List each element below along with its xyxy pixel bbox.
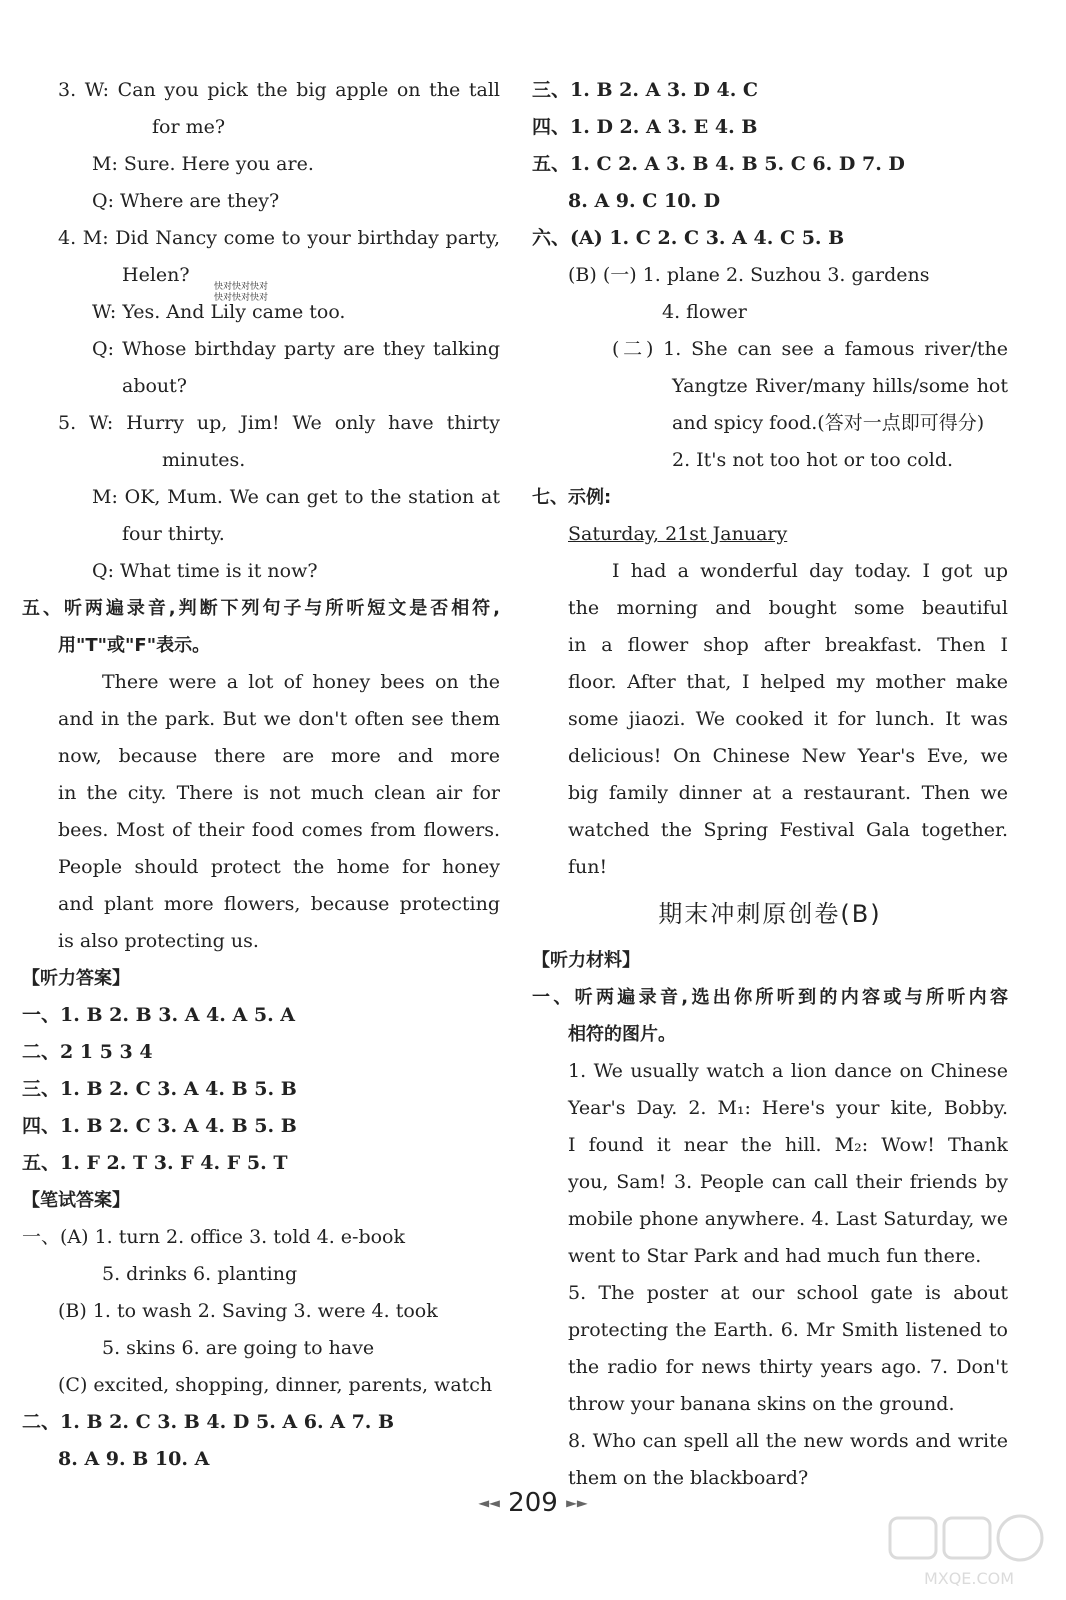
section-heading: 五、听两遍录音,判断下列句子与所听短文是否相符,: [22, 598, 500, 619]
answer-line: Yangtze River/many hills/some hot: [672, 375, 1008, 397]
listening-line: Year's Day. 2. M₁: Here's your kite, Bobby.: [568, 1097, 1008, 1119]
answer-line: 三、1. B 2. A 3. D 4. C: [532, 79, 759, 101]
answer-line: 8. A 9. C 10. D: [568, 190, 721, 212]
answer-line: 4. flower: [662, 301, 747, 323]
text-line: four thirty.: [122, 523, 225, 545]
answer-line: and spicy food.(答对一点即可得分): [672, 412, 985, 434]
diary-date: Saturday, 21st January: [568, 523, 788, 545]
essay-line: watched the Spring Festival Gala together.: [568, 819, 1008, 841]
text-line: There were a lot of honey bees on the: [102, 671, 500, 693]
answer-line: 二、1. B 2. C 3. B 4. D 5. A 6. A 7. B: [22, 1411, 395, 1433]
answer-line: 五、1. C 2. A 3. B 4. B 5. C 6. D 7. D: [532, 153, 905, 175]
listening-line: protecting the Earth. 6. Mr Smith listened to: [568, 1319, 1008, 1341]
answer-line: 一、(A) 1. turn 2. office 3. told 4. e-book: [22, 1226, 405, 1248]
left-column: [22, 72, 500, 1478]
listening-line: went to Star Park and had much fun there.: [568, 1245, 982, 1267]
listening-line: 8. Who can spell all the new words and write: [568, 1430, 1008, 1452]
text-line: 4. M: Did Nancy come to your birthday party,: [58, 227, 500, 249]
answer-line: 二、2 1 5 3 4: [22, 1041, 153, 1063]
section-heading: 一、听两遍录音,选出你所听到的内容或与所听内容: [532, 987, 1008, 1008]
text-line: now, because there are more and more: [58, 745, 500, 767]
text-line: 3. W: Can you pick the big apple on the tall: [58, 79, 500, 101]
overlay-stamp: [214, 282, 268, 304]
essay-line: some jiaozi. We cooked it for lunch. It was: [568, 708, 1008, 730]
text-line: for me?: [152, 116, 226, 138]
text-line: Q: What time is it now?: [92, 560, 318, 582]
listening-line: mobile phone anywhere. 4. Last Saturday, we: [568, 1208, 1008, 1230]
section-heading: 七、示例:: [532, 487, 612, 508]
answer-line: 四、1. D 2. A 3. E 4. B: [532, 116, 758, 138]
answer-line: 8. A 9. B 10. A: [58, 1448, 210, 1470]
page-number: 209: [508, 1488, 558, 1518]
watermark-box: [890, 1518, 936, 1558]
listening-line: the radio for news thirty years ago. 7. Don't: [568, 1356, 1008, 1378]
listening-line: you, Sam! 3. People can call their friends by: [568, 1171, 1008, 1193]
listening-line: 1. We usually watch a lion dance on Chinese: [568, 1060, 1008, 1082]
answer-line: 2. It's not too hot or too cold.: [672, 449, 954, 471]
essay-line: floor. After that, I helped my mother make: [568, 671, 1008, 693]
listening-line: throw your banana skins on the ground.: [568, 1393, 955, 1415]
answer-line: 三、1. B 2. C 3. A 4. B 5. B: [22, 1078, 297, 1100]
text-line: M: OK, Mum. We can get to the station at: [92, 486, 500, 508]
listening-line: them on the blackboard?: [568, 1467, 809, 1489]
essay-line: the morning and bought some beautiful: [568, 597, 1008, 619]
essay-line: I had a wonderful day today. I got up: [612, 560, 1008, 582]
section-heading: 【听力材料】: [532, 950, 640, 971]
text-line: M: Sure. Here you are.: [92, 153, 314, 175]
left-arrows-icon: ◄◄: [478, 1495, 500, 1512]
text-line: about?: [122, 375, 187, 397]
text-line: is also protecting us.: [58, 930, 259, 952]
answer-line: (C) excited, shopping, dinner, parents, watch: [58, 1374, 493, 1396]
watermark-logo: [884, 1512, 1054, 1592]
text-line: and plant more flowers, because protecting: [58, 893, 500, 915]
text-line: Q: Whose birthday party are they talking: [92, 338, 500, 360]
section-heading: 相符的图片。: [568, 1024, 676, 1045]
listening-line: I found it near the hill. M₂: Wow! Thank: [568, 1134, 1008, 1156]
text-line: Q: Where are they?: [92, 190, 280, 212]
watermark-box: [944, 1518, 990, 1558]
answer-line: 5. skins 6. are going to have: [102, 1337, 375, 1359]
text-line: in the city. There is not much clean air for: [58, 782, 500, 804]
text-line: bees. Most of their food comes from flowers.: [58, 819, 500, 841]
right-column: [532, 72, 1008, 1497]
answer-line: 一、1. B 2. B 3. A 4. A 5. A: [22, 1004, 296, 1026]
section-title: 期末冲刺原创卷(B): [658, 900, 882, 928]
answer-line: (B) (一) 1. plane 2. Suzhou 3. gardens: [568, 264, 930, 286]
text-line: Helen?: [122, 264, 190, 286]
section-heading: 【听力答案】: [22, 968, 130, 989]
essay-line: in a flower shop after breakfast. Then I: [568, 634, 1008, 656]
answer-line: (二) 1. She can see a famous river/the: [612, 338, 1008, 360]
text-line: People should protect the home for honey: [58, 856, 500, 878]
answer-line: 五、1. F 2. T 3. F 4. F 5. T: [22, 1152, 288, 1174]
essay-line: delicious! On Chinese New Year's Eve, we: [568, 745, 1008, 767]
watermark-circle: [998, 1516, 1042, 1560]
watermark-url: MXQE.COM: [923, 1569, 1015, 1588]
overlay-text: 快对快对快对: [214, 282, 269, 292]
section-heading: 【笔试答案】: [22, 1190, 130, 1211]
section-heading: 用"T"或"F"表示。: [58, 635, 211, 656]
essay-line: fun!: [568, 856, 608, 878]
answer-line: 四、1. B 2. C 3. A 4. B 5. B: [22, 1115, 297, 1137]
text-line: W: Yes. And Lily came too.: [92, 301, 346, 323]
text-line: 5. W: Hurry up, Jim! We only have thirty: [58, 412, 500, 434]
answer-line: (B) 1. to wash 2. Saving 3. were 4. took: [58, 1300, 438, 1322]
essay-line: big family dinner at a restaurant. Then we: [568, 782, 1008, 804]
text-line: minutes.: [162, 449, 246, 471]
answer-line: 5. drinks 6. planting: [102, 1263, 298, 1285]
listening-line: 5. The poster at our school gate is about: [568, 1282, 1008, 1304]
text-line: and in the park. But we don't often see them: [58, 708, 500, 730]
right-arrows-icon: ►►: [566, 1495, 588, 1512]
overlay-text: 快对快对快对: [214, 293, 269, 303]
answer-line: 六、(A) 1. C 2. C 3. A 4. C 5. B: [532, 227, 845, 249]
